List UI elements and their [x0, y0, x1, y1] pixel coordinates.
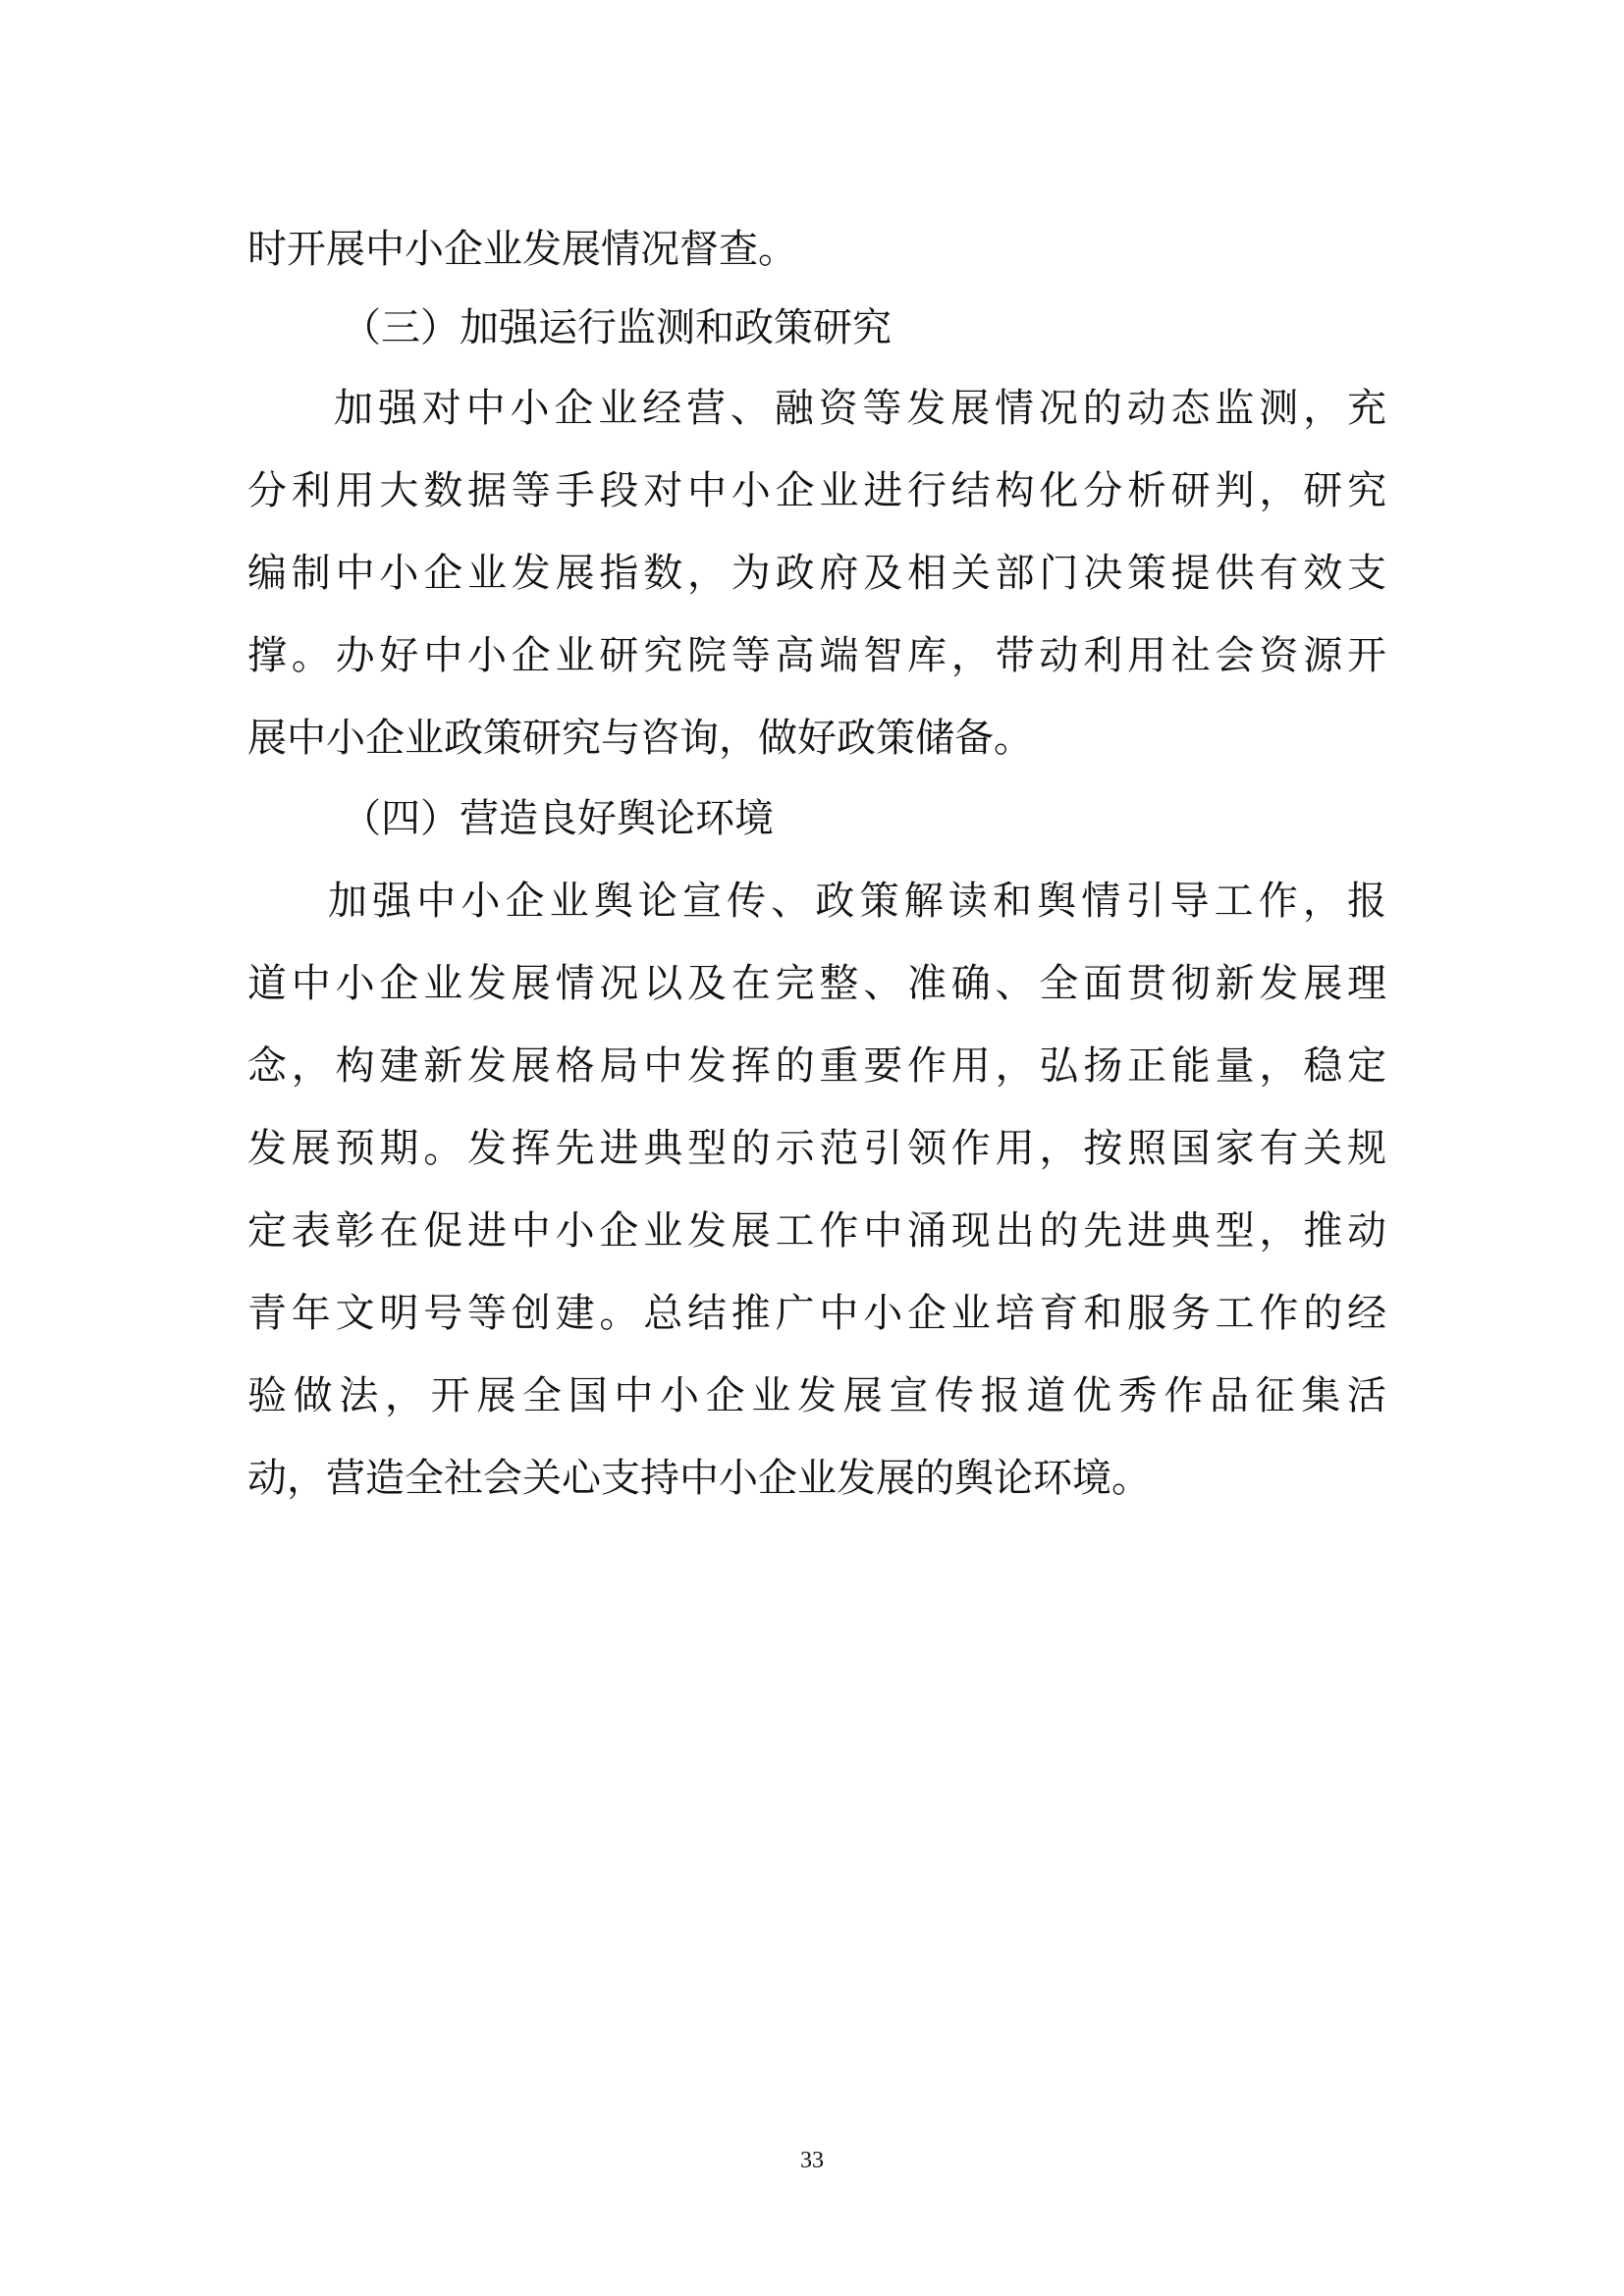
- paragraph-line: 验做法，开展全国中小企业发展宣传报道优秀作品征集活: [247, 1373, 1386, 1418]
- paragraph-line: 加强中小企业舆论宣传、政策解读和舆情引导工作，报: [328, 879, 1386, 924]
- paragraph-line: 展中小企业政策研究与咨询，做好政策储备。: [247, 716, 1033, 761]
- section-heading-4: （四）营造良好舆论环境: [342, 796, 774, 841]
- page-number: 33: [800, 2148, 824, 2173]
- paragraph-line: 撑。办好中小企业研究院等高端智库，带动利用社会资源开: [247, 633, 1386, 678]
- paragraph-line: 编制中小企业发展指数，为政府及相关部门决策提供有效支: [247, 551, 1386, 596]
- paragraph-line: 道中小企业发展情况以及在完整、准确、全面贯彻新发展理: [247, 961, 1386, 1006]
- section-heading-3: （三）加强运行监测和政策研究: [342, 305, 892, 350]
- paragraph-line: 青年文明号等创建。总结推广中小企业培育和服务工作的经: [247, 1291, 1386, 1336]
- paragraph-line: 分利用大数据等手段对中小企业进行结构化分析研判，研究: [247, 468, 1386, 513]
- paragraph-line: 动，营造全社会关心支持中小企业发展的舆论环境。: [247, 1456, 1151, 1501]
- paragraph-line: 加强对中小企业经营、融资等发展情况的动态监测，充: [334, 386, 1386, 431]
- paragraph-line: 发展预期。发挥先进典型的示范引领作用，按照国家有关规: [247, 1126, 1386, 1171]
- paragraph-line: 念，构建新发展格局中发挥的重要作用，弘扬正能量，稳定: [247, 1043, 1386, 1089]
- paragraph-continuation-line: 时开展中小企业发展情况督查。: [247, 227, 797, 272]
- paragraph-line: 定表彰在促进中小企业发展工作中涌现出的先进典型，推动: [247, 1208, 1386, 1254]
